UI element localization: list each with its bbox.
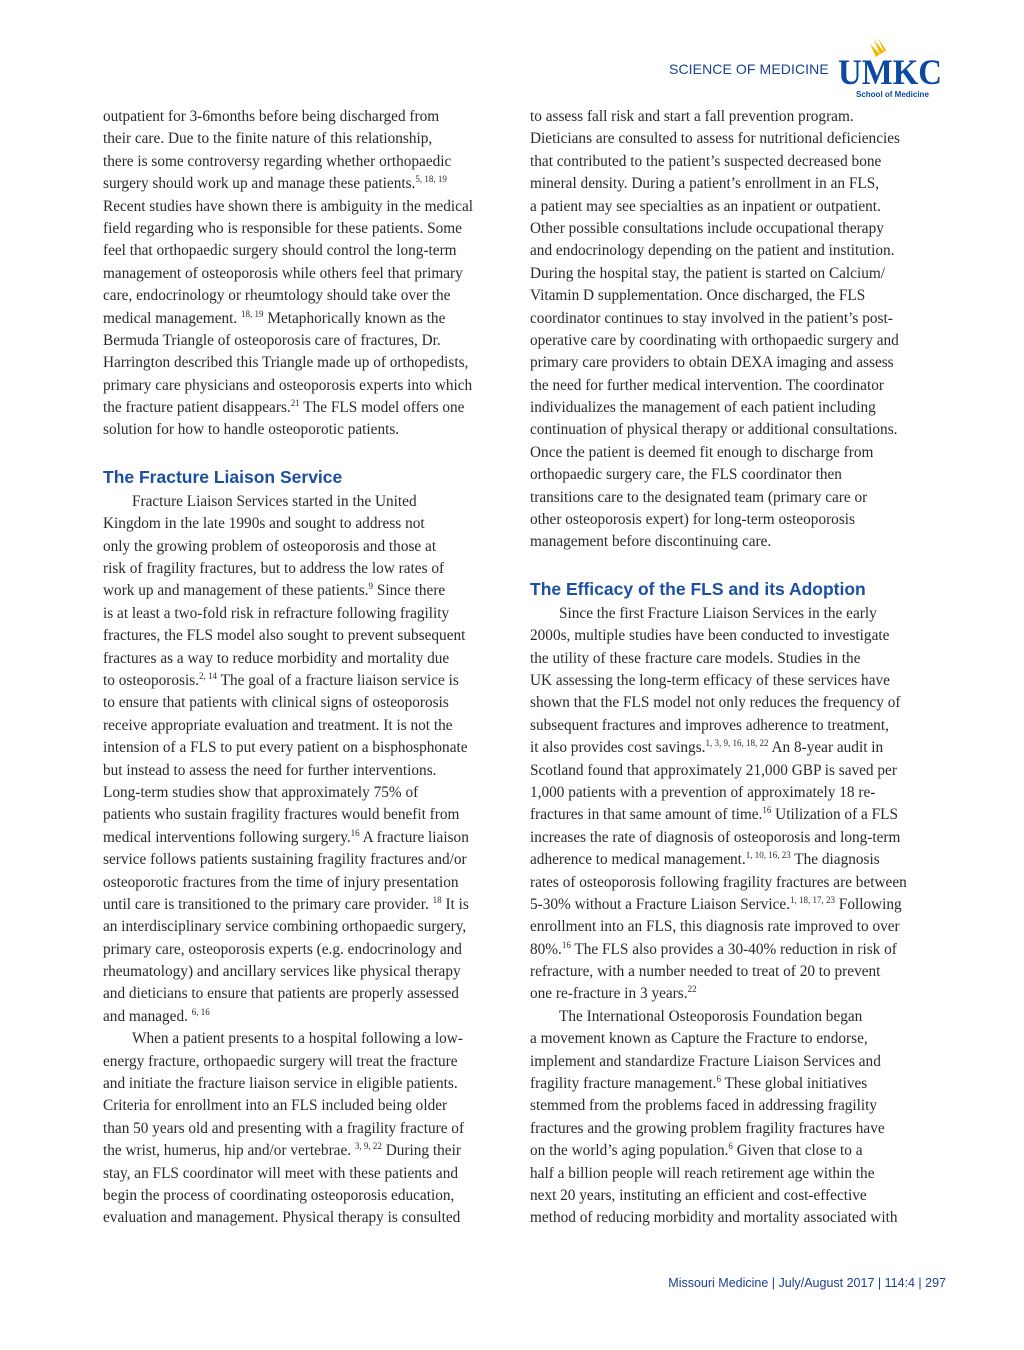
- text-line: [103, 196, 515, 218]
- line-text: 80%.: [530, 940, 562, 958]
- logo-subtitle: School of Medicine: [856, 90, 929, 99]
- text-line: [103, 375, 515, 397]
- text-line: [103, 263, 515, 285]
- text-line: [530, 1207, 942, 1229]
- line-text: to osteoporosis.: [103, 671, 200, 689]
- line-text: increases the rate of diagnosis of osteoporosis and long-term: [530, 828, 901, 846]
- line-text: primary care physicians and osteoporosis experts into which: [103, 376, 473, 394]
- line-text: enrollment into an FLS, this diagnosis rate improved to over: [530, 918, 900, 936]
- text-line: [530, 625, 942, 647]
- line-text: Harrington described this Triangle made up of orthopedists,: [103, 354, 469, 372]
- line-text: individualizes the management of each patient including: [530, 399, 876, 417]
- text-line: [103, 827, 515, 849]
- line-text: energy fracture, orthopaedic surgery will treat the fracture: [103, 1052, 458, 1070]
- line-text: field regarding who is responsible for these patients. Some: [103, 219, 462, 237]
- text-line: [103, 308, 515, 330]
- citation-superscript: 5, 18, 19: [415, 174, 447, 185]
- text-line: [530, 509, 942, 531]
- line-text-after: The FLS also provides a 30-40% reduction in risk of: [570, 940, 897, 958]
- line-text: feel that orthopaedic surgery should control the long-term: [103, 242, 457, 260]
- text-line: [103, 173, 515, 195]
- line-text: Since the first Fracture Liaison Services in the early: [559, 604, 877, 622]
- text-line: [103, 1006, 515, 1028]
- line-text: implement and standardize Fracture Liaison Services and: [530, 1052, 881, 1070]
- line-text: it also provides cost savings.: [530, 739, 706, 757]
- text-line: [530, 894, 942, 916]
- text-line: [103, 285, 515, 307]
- line-text-after: Following: [834, 895, 902, 913]
- text-line: [103, 625, 515, 647]
- citation-superscript: 3, 9, 22: [354, 1141, 382, 1152]
- line-text-after: Utilization of a FLS: [771, 806, 898, 824]
- line-text: until care is transitioned to the primary care provider.: [103, 895, 433, 913]
- line-text: a patient may see specialties as an inpatient or outpatient.: [530, 197, 881, 215]
- text-line: [530, 106, 942, 128]
- line-text: orthopaedic surgery care, the FLS coordinator then: [530, 466, 842, 484]
- text-line: [530, 760, 942, 782]
- line-text: During the hospital stay, the patient is started on Calcium/: [530, 264, 886, 282]
- line-text: stemmed from the problems faced in addressing fragility: [530, 1097, 878, 1115]
- text-line: [530, 285, 942, 307]
- text-line: [103, 603, 515, 625]
- line-text: risk of fragility fractures, but to address the low rates of: [103, 560, 445, 578]
- logo-text: UMKC: [838, 52, 942, 92]
- citation-superscript: 16: [561, 939, 571, 950]
- paragraph: [103, 106, 515, 442]
- line-text: a movement known as Capture the Fracture to endorse,: [530, 1030, 868, 1048]
- line-text: Criteria for enrollment into an FLS included being older: [103, 1097, 448, 1115]
- line-text: only the growing problem of osteoporosis and those at: [103, 537, 437, 555]
- text-line: [530, 1095, 942, 1117]
- text-line: [103, 1051, 515, 1073]
- citation-superscript: 18, 19: [241, 308, 264, 319]
- text-line: [530, 151, 942, 173]
- line-text: When a patient presents to a hospital following a low-: [132, 1030, 463, 1048]
- paragraph: [530, 603, 942, 1006]
- text-line: [530, 939, 942, 961]
- text-line: [103, 106, 515, 128]
- text-line: [530, 603, 942, 625]
- text-line: [530, 240, 942, 262]
- text-line: [530, 916, 942, 938]
- line-text: but instead to assess the need for further interventions.: [103, 761, 437, 779]
- citation-superscript: 1, 10, 16, 23: [745, 850, 791, 861]
- text-line: [103, 218, 515, 240]
- text-line: [530, 1073, 942, 1095]
- line-text: and dieticians to ensure that patients are properly assessed: [103, 985, 459, 1003]
- text-line: [530, 531, 942, 553]
- line-text-after: The goal of a fracture liaison service is: [217, 671, 459, 689]
- text-line: [530, 782, 942, 804]
- line-text: medical interventions following surgery.: [103, 828, 351, 846]
- text-line: [530, 670, 942, 692]
- text-line: [103, 397, 515, 419]
- text-line: [103, 1207, 515, 1229]
- line-text: to ensure that patients with clinical signs of osteoporosis: [103, 694, 449, 712]
- text-line: [103, 737, 515, 759]
- line-text: on the world’s aging population.: [530, 1142, 729, 1160]
- line-text: management of osteoporosis while others feel that primary: [103, 264, 463, 282]
- paragraph: [530, 1006, 942, 1230]
- paragraph: [103, 491, 515, 1028]
- text-line: [103, 715, 515, 737]
- text-line: [530, 648, 942, 670]
- line-text: Kingdom in the late 1990s and sought to address not: [103, 515, 425, 533]
- line-text: work up and management of these patients.: [103, 582, 369, 600]
- text-line: [103, 983, 515, 1005]
- text-line: [530, 330, 942, 352]
- text-line: [103, 872, 515, 894]
- text-line: [530, 128, 942, 150]
- left-column: [103, 106, 515, 1230]
- citation-superscript: 6: [716, 1074, 721, 1085]
- line-text: refracture, with a number needed to treat of 20 to prevent: [530, 963, 881, 981]
- text-line: [103, 580, 515, 602]
- citation-superscript: 16: [762, 805, 772, 816]
- line-text-after: Given that close to a: [732, 1142, 863, 1160]
- line-text: the need for further medical intervention. The coordinator: [530, 376, 884, 394]
- line-text: primary care, osteoporosis experts (e.g. endocrinology and: [103, 940, 462, 958]
- text-line: [103, 804, 515, 826]
- text-line: [530, 196, 942, 218]
- line-text: next 20 years, instituting an efficient and cost-effective: [530, 1186, 867, 1204]
- line-text: and endocrinology depending on the patient and institution.: [530, 242, 895, 260]
- line-text: fractures and the growing problem fragility fractures have: [530, 1119, 885, 1137]
- text-line: [103, 128, 515, 150]
- line-text: primary care providers to obtain DEXA imaging and assess: [530, 354, 894, 372]
- text-line: [103, 1073, 515, 1095]
- text-line: [103, 330, 515, 352]
- line-text: Scotland found that approximately 21,000 GBP is saved per: [530, 761, 897, 779]
- line-text: than 50 years old and presenting with a fragility fracture of: [103, 1119, 465, 1137]
- text-line: [103, 1028, 515, 1050]
- text-line: [103, 151, 515, 173]
- text-line: [103, 939, 515, 961]
- line-text: 5-30% without a Fracture Liaison Service.: [530, 895, 790, 913]
- line-text: 1,000 patients with a prevention of approximately 18 re-: [530, 783, 876, 801]
- text-line: [530, 487, 942, 509]
- text-line: [530, 737, 942, 759]
- line-text: the wrist, humerus, hip and/or vertebrae.: [103, 1142, 355, 1160]
- text-line: [530, 397, 942, 419]
- line-text: The International Osteoporosis Foundation began: [559, 1007, 863, 1025]
- line-text: care, endocrinology or rheumtology should take over the: [103, 287, 451, 305]
- text-line: [103, 894, 515, 916]
- citation-superscript: 1, 18, 17, 23: [789, 894, 835, 905]
- line-text: Bermuda Triangle of osteoporosis care of fractures, Dr.: [103, 331, 441, 349]
- line-text: operative care by coordinating with orthopaedic surgery and: [530, 331, 899, 349]
- text-line: [530, 442, 942, 464]
- right-column: [530, 106, 942, 1230]
- line-text: method of reducing morbidity and mortality associated with: [530, 1209, 898, 1227]
- paragraph: [530, 106, 942, 554]
- line-text: Dieticians are consulted to assess for nutritional deficiencies: [530, 130, 900, 148]
- page-footer: Missouri Medicine | July/August 2017 | 114:4 | 297: [668, 1276, 946, 1290]
- line-text: and managed.: [103, 1007, 192, 1025]
- line-text: one re-fracture in 3 years.: [530, 985, 688, 1003]
- line-text: Other possible consultations include occupational therapy: [530, 219, 884, 237]
- citation-superscript: 18: [432, 894, 442, 905]
- line-text: continuation of physical therapy or additional consultations.: [530, 421, 898, 439]
- line-text-after: Metaphorically known as the: [263, 309, 446, 327]
- text-line: [530, 1028, 942, 1050]
- text-line: [530, 1051, 942, 1073]
- line-text: to assess fall risk and start a fall prevention program.: [530, 108, 854, 125]
- section-label: SCIENCE OF MEDICINE: [669, 61, 829, 77]
- line-text: Vitamin D supplementation. Once discharged, the FLS: [530, 287, 866, 305]
- citation-superscript: 21: [290, 398, 300, 409]
- line-text: fragility fracture management.: [530, 1075, 717, 1093]
- text-line: [103, 419, 515, 441]
- line-text-after: The diagnosis: [790, 851, 880, 869]
- line-text: Long-term studies show that approximately 75% of: [103, 783, 419, 801]
- text-line: [103, 648, 515, 670]
- line-text: osteoporotic fractures from the time of injury presentation: [103, 873, 459, 891]
- line-text: half a billion people will reach retirement age within the: [530, 1164, 875, 1182]
- line-text-after: A fracture liaison: [359, 828, 469, 846]
- line-text: an interdisciplinary service combining orthopaedic surgery,: [103, 918, 467, 936]
- text-line: [103, 1163, 515, 1185]
- text-line: [103, 1118, 515, 1140]
- citation-superscript: 22: [687, 984, 697, 995]
- line-text-after: During their: [381, 1142, 461, 1160]
- line-text: and initiate the fracture liaison service in eligible patients.: [103, 1075, 458, 1093]
- text-line: [530, 1185, 942, 1207]
- text-line: [103, 961, 515, 983]
- text-line: [103, 1095, 515, 1117]
- paragraph: [103, 1028, 515, 1230]
- citation-superscript: 9: [368, 581, 373, 592]
- line-text: other osteoporosis expert) for long-term osteoporosis: [530, 511, 855, 529]
- line-text: fractures, the FLS model also sought to prevent subsequent: [103, 627, 466, 645]
- section-heading: The Efficacy of the FLS and its Adoption: [530, 578, 866, 599]
- line-text: Once the patient is deemed fit enough to discharge from: [530, 443, 874, 461]
- line-text: Recent studies have shown there is ambiguity in the medical: [103, 197, 474, 215]
- text-line: [530, 849, 942, 871]
- line-text: fractures in that same amount of time.: [530, 806, 763, 824]
- text-line: [530, 464, 942, 486]
- line-text: mineral density. During a patient’s enrollment in an FLS,: [530, 175, 880, 193]
- line-text: surgery should work up and manage these patients.: [103, 175, 416, 193]
- line-text: fractures as a way to reduce morbidity and mortality due: [103, 649, 450, 667]
- text-line: [530, 827, 942, 849]
- line-text: transitions care to the designated team (primary care or: [530, 488, 868, 506]
- line-text: management before discontinuing care.: [530, 533, 772, 551]
- text-line: [530, 375, 942, 397]
- text-line: [103, 692, 515, 714]
- text-line: [530, 692, 942, 714]
- citation-superscript: 6: [728, 1141, 733, 1152]
- text-line: [530, 804, 942, 826]
- text-line: [530, 308, 942, 330]
- line-text: rheumatology) and ancillary services like physical therapy: [103, 963, 461, 981]
- text-line: [530, 961, 942, 983]
- citation-superscript: 16: [350, 827, 360, 838]
- line-text: evaluation and management. Physical therapy is consulted: [103, 1209, 461, 1227]
- text-line: [103, 760, 515, 782]
- line-text-after: An 8-year audit in: [768, 739, 884, 757]
- line-text: stay, an FLS coordinator will meet with these patients and: [103, 1164, 459, 1182]
- text-line: [530, 715, 942, 737]
- line-text: is at least a two-fold risk in refracture following fragility: [103, 604, 450, 622]
- line-text: medical management.: [103, 309, 242, 327]
- line-text: the utility of these fracture care models. Studies in the: [530, 649, 861, 667]
- text-line: [103, 240, 515, 262]
- line-text: intension of a FLS to put every patient on a bisphosphonate: [103, 739, 468, 757]
- line-text: begin the process of coordinating osteoporosis education,: [103, 1186, 455, 1204]
- line-text: UK assessing the long-term efficacy of these services have: [530, 671, 890, 689]
- line-text: adherence to medical management.: [530, 851, 746, 869]
- line-text: shown that the FLS model not only reduces the frequency of: [530, 694, 901, 712]
- text-line: [530, 1140, 942, 1162]
- citation-superscript: 1, 3, 9, 16, 18, 22: [705, 738, 769, 749]
- text-line: [530, 872, 942, 894]
- text-line: [103, 536, 515, 558]
- text-line: [103, 491, 515, 513]
- text-line: [530, 1163, 942, 1185]
- line-text: coordinator continues to stay involved in the patient’s post-: [530, 309, 893, 327]
- line-text: solution for how to handle osteoporotic patients.: [103, 421, 400, 439]
- line-text-after: Since there: [373, 582, 446, 600]
- line-text-after: It is: [441, 895, 469, 913]
- text-line: [103, 849, 515, 871]
- line-text: rates of osteoporosis following fragility fractures are between: [530, 873, 907, 891]
- line-text: receive appropriate evaluation and treatment. It is not the: [103, 716, 453, 734]
- text-line: [530, 1006, 942, 1028]
- line-text: outpatient for 3-6months before being discharged from: [103, 108, 440, 125]
- line-text: that contributed to the patient’s suspected decreased bone: [530, 152, 882, 170]
- line-text: 2000s, multiple studies have been conducted to investigate: [530, 627, 890, 645]
- text-line: [103, 782, 515, 804]
- line-text-after: The FLS model offers one: [299, 399, 465, 417]
- line-text-after: These global initiatives: [720, 1075, 868, 1093]
- line-text: there is some controversy regarding whether orthopaedic: [103, 152, 452, 170]
- text-line: [530, 419, 942, 441]
- citation-superscript: 2, 14: [199, 670, 218, 681]
- text-line: [530, 983, 942, 1005]
- line-text: service follows patients sustaining fragility fractures and/or: [103, 851, 467, 869]
- text-line: [103, 352, 515, 374]
- text-line: [530, 263, 942, 285]
- line-text: their care. Due to the finite nature of this relationship,: [103, 130, 433, 148]
- section-heading: The Fracture Liaison Service: [103, 466, 343, 487]
- line-text: the fracture patient disappears.: [103, 399, 291, 417]
- citation-superscript: 6, 16: [191, 1006, 210, 1017]
- line-text: patients who sustain fragility fractures would benefit from: [103, 806, 460, 824]
- line-text: subsequent fractures and improves adherence to treatment,: [530, 716, 889, 734]
- text-line: [530, 173, 942, 195]
- text-line: [103, 1185, 515, 1207]
- text-line: [103, 558, 515, 580]
- text-line: [103, 513, 515, 535]
- text-line: [530, 1118, 942, 1140]
- text-line: [103, 916, 515, 938]
- text-line: [103, 670, 515, 692]
- text-line: [530, 218, 942, 240]
- text-line: [530, 352, 942, 374]
- text-line: [103, 1140, 515, 1162]
- line-text: Fracture Liaison Services started in the United: [132, 492, 417, 510]
